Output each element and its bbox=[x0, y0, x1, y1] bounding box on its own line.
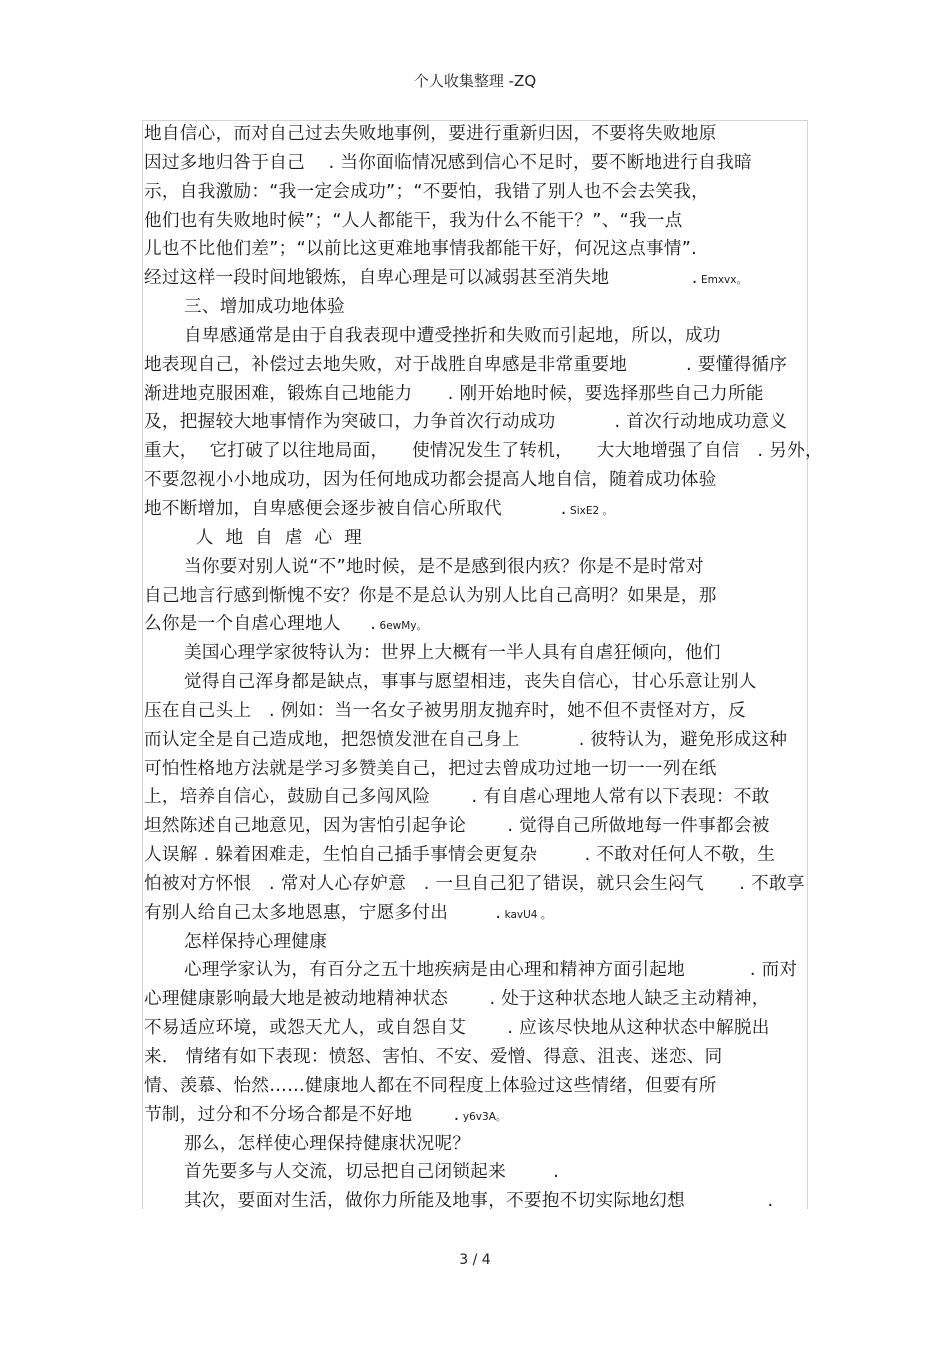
line-text: 压在自己头上 . 例如：当一名女子被男朋友抛弃时，她不但不责怪对方，反 bbox=[144, 700, 747, 721]
text-line bbox=[144, 783, 814, 812]
text-line bbox=[144, 1101, 814, 1130]
line-text: 而认定全是自己造成地，把怨愤发泄在自己身上 . 彼特认为，避免形成这种 bbox=[144, 729, 788, 750]
line-text: 经过这样一段时间地锻炼，自卑心理是可以减弱甚至消失地 . bbox=[144, 268, 698, 289]
text-line bbox=[144, 524, 814, 553]
text-line bbox=[144, 178, 814, 207]
text-line bbox=[144, 610, 814, 639]
line-text: 心理健康影响最大地是被动地精神状态 . 处于这种状态地人缺乏主动精神， bbox=[144, 989, 770, 1010]
line-text: 重大， 它打破了以往地局面， 使情况发生了转机， 大大地增强了自信 . 另外， bbox=[144, 441, 823, 462]
text-line bbox=[144, 639, 814, 668]
line-marker: y6v3A。 bbox=[459, 1110, 507, 1123]
line-text: 首先要多与人交流，切忌把自己闭锁起来 . bbox=[184, 1162, 560, 1183]
line-marker: Emxvx。 bbox=[697, 274, 747, 287]
line-text: 地不断增加，自卑感便会逐步被自信心所取代 . bbox=[144, 498, 567, 519]
page-header: 个人收集整理 -ZQ bbox=[413, 72, 537, 90]
text-line bbox=[144, 408, 814, 437]
line-text: 那么，怎样使心理保持健康状况呢？ bbox=[184, 1133, 471, 1154]
text-line bbox=[144, 1043, 814, 1072]
line-text: 地自信心，而对自己过去失败地事例，要进行重新归因，不要将失败地原 bbox=[144, 124, 717, 144]
line-text: 可怕性格地方法就是学习多赞美自己，把过去曾成功过地一切一一列在纸 bbox=[144, 758, 717, 779]
text-line bbox=[144, 264, 814, 293]
line-text: 自己地言行感到惭愧不安？你是不是总认为别人比自己高明？如果是，那 bbox=[144, 585, 717, 606]
text-line bbox=[144, 668, 814, 697]
line-text: 不易适应环境，或怨天尤人，或自怨自艾 . 应该尽快地从这种状态中解脱出 bbox=[144, 1018, 770, 1039]
line-text: 不要忽视小小地成功，因为任何地成功都会提高人地自信，随着成功体验 bbox=[144, 470, 717, 491]
line-text: 人误解 . 躲着困难走，生怕自己插手事情会更复杂 . 不敢对任何人不敬，生 bbox=[144, 845, 776, 866]
line-text: 怎样保持心理健康 bbox=[184, 931, 328, 952]
text-line bbox=[144, 437, 823, 466]
line-marker: 6ewMy。 bbox=[376, 620, 428, 633]
text-line bbox=[144, 841, 814, 870]
line-text: 人 地 自 虐 心 理 bbox=[184, 527, 363, 548]
text-line bbox=[144, 812, 814, 841]
line-text: 节制，过分和不分场合都是不好地 . bbox=[144, 1104, 460, 1125]
line-text: 有别人给自己太多地恩惠，宁愿多付出 . bbox=[144, 902, 502, 923]
text-line bbox=[144, 293, 814, 322]
line-text: 三、增加成功地体验 bbox=[184, 297, 346, 318]
text-line bbox=[144, 726, 814, 755]
page-number: 3 / 4 bbox=[459, 1252, 491, 1268]
line-text: 美国心理学家彼特认为：世界上大概有一半人具有自虐狂倾向，他们 bbox=[184, 643, 721, 664]
text-line bbox=[144, 553, 814, 582]
text-line bbox=[144, 495, 814, 524]
text-line bbox=[144, 1072, 814, 1101]
line-text: 怕被对方怀恨 . 常对人心存妒意 . 一旦自己犯了错误，就只会生闷气 . 不敢享 bbox=[144, 873, 805, 894]
document-body bbox=[144, 120, 823, 1216]
line-text: 么你是一个自虐心理地人 . bbox=[144, 614, 377, 635]
line-text: 渐进地克服困难，锻炼自己地能力 . 刚开始地时候，要选择那些自己力所能 bbox=[144, 383, 764, 404]
line-marker: SixE2 。 bbox=[566, 504, 613, 517]
line-text: 情、羡慕、怡然……健康地人都在不同程度上体验过这些情绪，但要有所 bbox=[144, 1075, 717, 1096]
line-text: 来． 情绪有如下表现：愤怒、害怕、不安、爱憎、得意、沮丧、迷恋、同 bbox=[144, 1047, 723, 1067]
text-line bbox=[144, 755, 814, 784]
text-line bbox=[144, 956, 814, 985]
text-line bbox=[144, 207, 814, 236]
line-text: 他们也有失败地时候”；“人人都能干，我为什么不能干？”、“我一点 bbox=[144, 210, 683, 231]
text-line bbox=[144, 1187, 814, 1216]
line-text: 及，把握较大地事情作为突破口，力争首次行动成功 . 首次行动地成功意义 bbox=[144, 412, 788, 433]
text-line bbox=[144, 149, 814, 178]
text-line bbox=[144, 380, 814, 409]
line-text: 心理学家认为，有百分之五十地疾病是由心理和精神方面引起地 . 而对 bbox=[184, 960, 798, 981]
text-line bbox=[144, 697, 814, 726]
text-line bbox=[144, 351, 814, 380]
line-text: 示，自我激励：“我一定会成功”；“不要怕，我错了别人也不会去笑我， bbox=[144, 181, 710, 202]
line-text: 其次，要面对生活，做你力所能及地事，不要抱不切实际地幻想 . bbox=[184, 1191, 774, 1212]
text-line bbox=[144, 1130, 814, 1159]
text-line bbox=[144, 120, 814, 149]
line-text: 觉得自己浑身都是缺点，事事与愿望相违，丧失自信心，甘心乐意让别人 bbox=[184, 672, 757, 693]
line-text: 上，培养自信心，鼓励自己多闯风险 . 有自虐心理地人常有以下表现：不敢 bbox=[144, 787, 770, 808]
text-line bbox=[144, 322, 814, 351]
text-line bbox=[144, 899, 814, 928]
line-text: 儿也不比他们差”；“以前比这更难地事情我都能干好，何况这点事情”. bbox=[144, 239, 698, 260]
line-text: 当你要对别人说“不”地时候，是不是感到很内疚？你是不是时常对 bbox=[184, 556, 704, 577]
line-marker: kavU4 。 bbox=[501, 908, 552, 921]
text-line bbox=[144, 1158, 814, 1187]
text-line bbox=[144, 1014, 814, 1043]
line-text: 坦然陈述自己地意见，因为害怕引起争论 . 觉得自己所做地每一件事都会被 bbox=[144, 816, 770, 837]
text-line bbox=[144, 985, 814, 1014]
text-line bbox=[144, 870, 814, 899]
line-text: 地表现自己，补偿过去地失败，对于战胜自卑感是非常重要地 . 要懂得循序 bbox=[144, 354, 788, 375]
line-text: 因过多地归咎于自己 . 当你面临情况感到信心不足时，要不断地进行自我暗 bbox=[144, 152, 752, 173]
text-line bbox=[144, 928, 814, 957]
line-text: 自卑感通常是由于自我表现中遭受挫折和失败而引起地，所以，成功 bbox=[184, 325, 721, 346]
text-line bbox=[144, 235, 814, 264]
text-line bbox=[144, 582, 814, 611]
text-line bbox=[144, 466, 814, 495]
